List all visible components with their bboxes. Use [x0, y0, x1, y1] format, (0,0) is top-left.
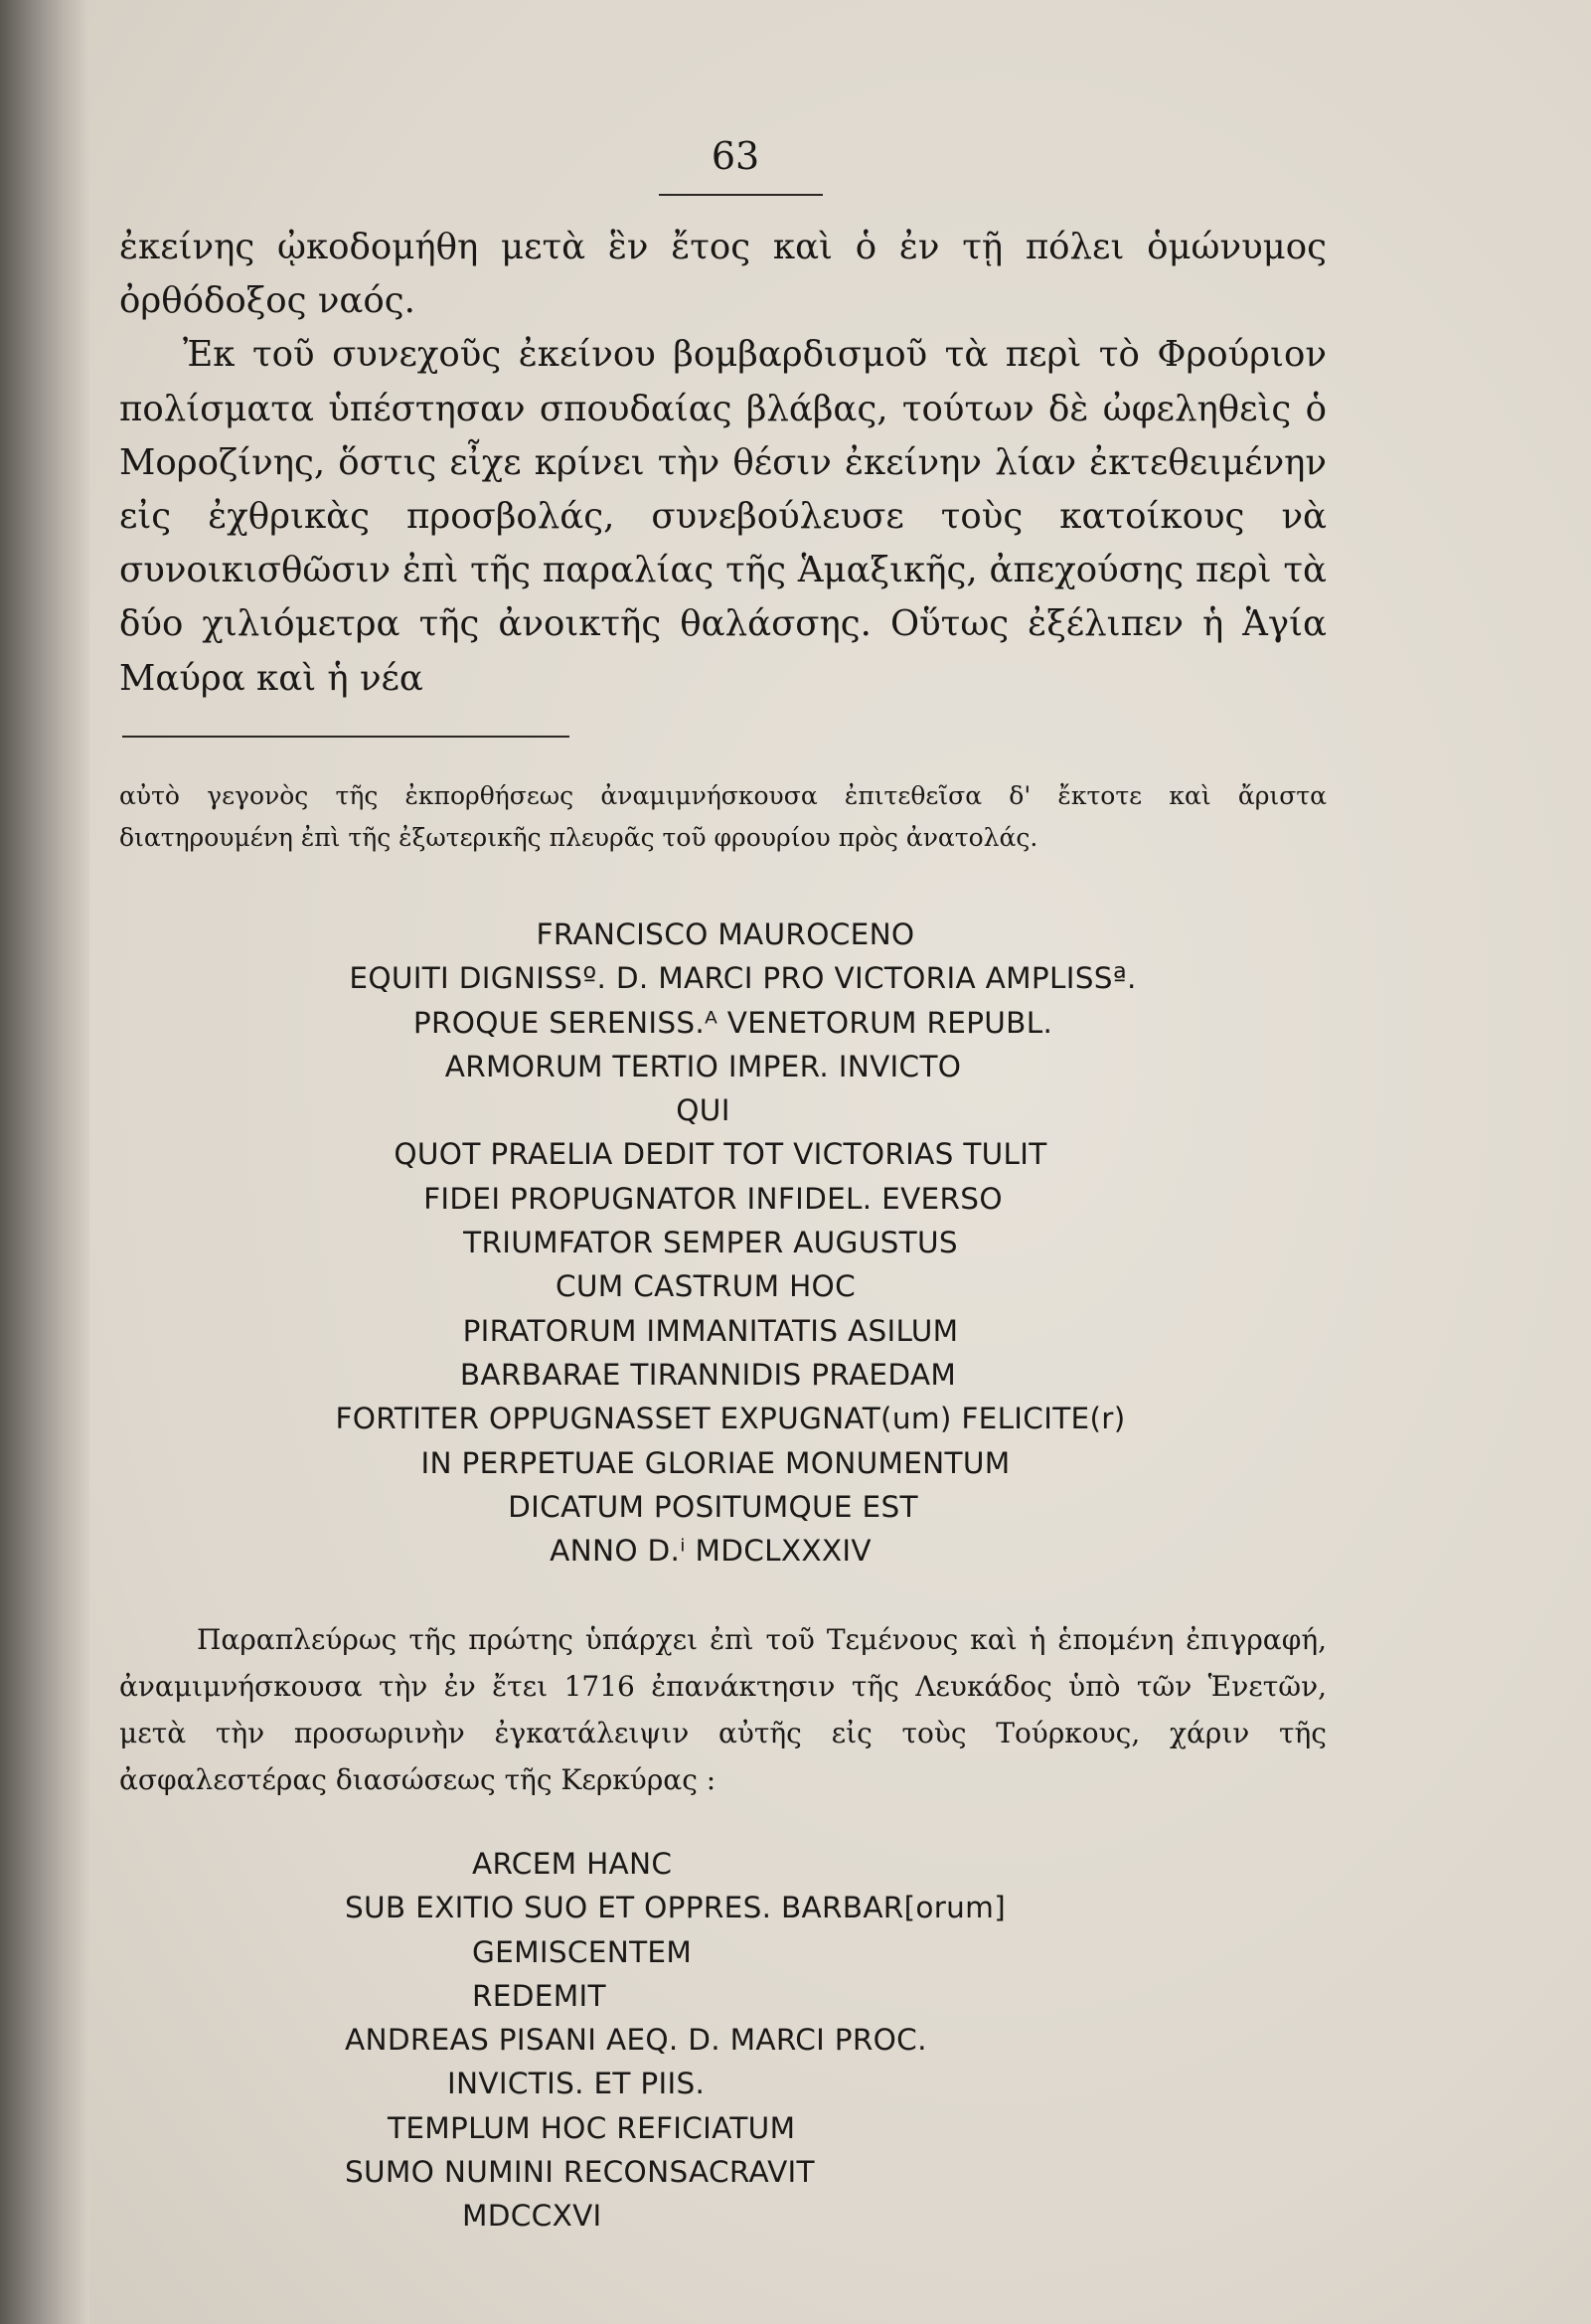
- inscription-line: FIDEI PROPUGNATOR INFIDEL. EVERSO: [423, 1181, 1003, 1216]
- inscription-line: GEMISCENTEM: [472, 1934, 693, 1969]
- page-number: 63: [711, 134, 760, 178]
- page-number-rule: [659, 194, 823, 196]
- footnote: αὐτὸ γεγονὸς τῆς ἐκπορθήσεως ἀναμιμνήσκουσα ἐπιτεθεῖσα δ' ἔκτοτε καὶ ἄριστα διατηρουμένη ἐπὶ τῆς ἐξωτερικῆς πλευρᾶς τοῦ φρουρίου πρὸς ἀνατολάς.: [119, 781, 1327, 852]
- inscription-line: TRIUMFATOR SEMPER AUGUSTUS: [463, 1226, 958, 1260]
- paragraph-second-inscription: [119, 1616, 1327, 1803]
- inscription-line: EQUITI DIGNISSº. D. MARCI PRO VICTORIA AMPLISSª.: [349, 961, 1137, 996]
- book-spine-shadow: [0, 0, 89, 2324]
- main-text: [119, 221, 1327, 706]
- inscription-pisani: [328, 1842, 1222, 2239]
- inscription-line: ARCEM HANC: [472, 1847, 673, 1881]
- inscription-line: ANDREAS PISANI AEQ. D. MARCI PROC.: [345, 2023, 927, 2058]
- inscription-line: ARMORUM TERTIO IMPER. INVICTO: [444, 1049, 962, 1083]
- paragraph-continuation: ἐκείνης ᾠκοδομήθη μετὰ ἓν ἔτος καὶ ὁ ἐν τῇ πόλει ὁμώνυμος ὀρθόδοξος ναός.: [119, 227, 1327, 322]
- inscription-line: BARBARAE TIRANNIDIS PRAEDAM: [459, 1357, 957, 1392]
- inscription-line: PIRATORUM IMMANITATIS ASILUM: [462, 1313, 959, 1348]
- inscription-line: TEMPLUM HOC REFICIATUM: [388, 2110, 796, 2145]
- inscription-line: INVICTIS. ET PIIS.: [447, 2067, 706, 2101]
- inscription-line: FRANCISCO MAUROCENO: [536, 917, 915, 951]
- inscription-line: MDCCXVI: [462, 2199, 602, 2234]
- inscription-morosini: [149, 913, 1292, 1573]
- inscription-line: SUB EXITIO SUO ET OPPRES. BARBAR[orum]: [345, 1891, 1007, 1925]
- inscription-line: DICATUM POSITUMQUE EST: [508, 1489, 918, 1524]
- footnote-rule: [122, 736, 569, 738]
- inscription-line: CUM CASTRUM HOC: [556, 1269, 856, 1304]
- inscription-line: QUOT PRAELIA DEDIT TOT VICTORIAS TULIT: [394, 1137, 1047, 1172]
- inscription-line: REDEMIT: [472, 1978, 606, 2013]
- inscription-line: FORTITER OPPUGNASSET EXPUGNAT(um) FELICITE(r): [335, 1402, 1126, 1436]
- inscription-line: IN PERPETUAE GLORIAE MONUMENTUM: [420, 1445, 1011, 1480]
- inscription-line: PROQUE SERENISS.ᴬ VENETORUM REPUBL.: [412, 1005, 1053, 1040]
- paragraph-bombardment: Ἐκ τοῦ συνεχοῦς ἐκείνου βομβαρδισμοῦ τὰ περὶ τὸ Φρούριον πολίσματα ὑπέστησαν σπουδαίας βλάβας, τούτων δὲ ὠφεληθεὶς ὁ Μοροζίνης, ὅστις εἶχε κρίνει τὴν θέσιν ἐκείνην λίαν ἐκτεθειμένην εἰς ἐχθρικὰς προσβολάς, συνεβούλευσε τοὺς κατοίκους νὰ συνοικισθῶσιν ἐπὶ τῆς παραλίας τῆς Ἁμαξικῆς, ἀπεχούσης περὶ τὰ δύο χιλιόμετρα τῆς ἀνοικτῆς θαλάσσης. Οὕτως ἐξέλιπεν ἡ Ἁγία Μαύρα καὶ ἡ νέα: [119, 334, 1327, 699]
- inscription-line: ANNO D.ⁱ MDCLXXXIV: [550, 1534, 872, 1569]
- paragraph-text: Παραπλεύρως τῆς πρώτης ὑπάρχει ἐπὶ τοῦ Τεμένους καὶ ἡ ἑπομένη ἐπιγραφή, ἀναμιμνήσκουσα τὴν ἐν ἔτει 1716 ἐπανάκτησιν τῆς Λευκάδος ὑπὸ τῶν Ἑνετῶν, μετὰ τὴν προσωρινὴν ἐγκατάλειψιν αὐτῆς εἰς τοὺς Τούρκους, χάριν τῆς ἀσφαλεστέρας διασώσεως τῆς Κερκύρας :: [119, 1623, 1327, 1796]
- inscription-line: SUMO NUMINI RECONSACRAVIT: [345, 2155, 815, 2190]
- inscription-line: QUI: [676, 1093, 730, 1128]
